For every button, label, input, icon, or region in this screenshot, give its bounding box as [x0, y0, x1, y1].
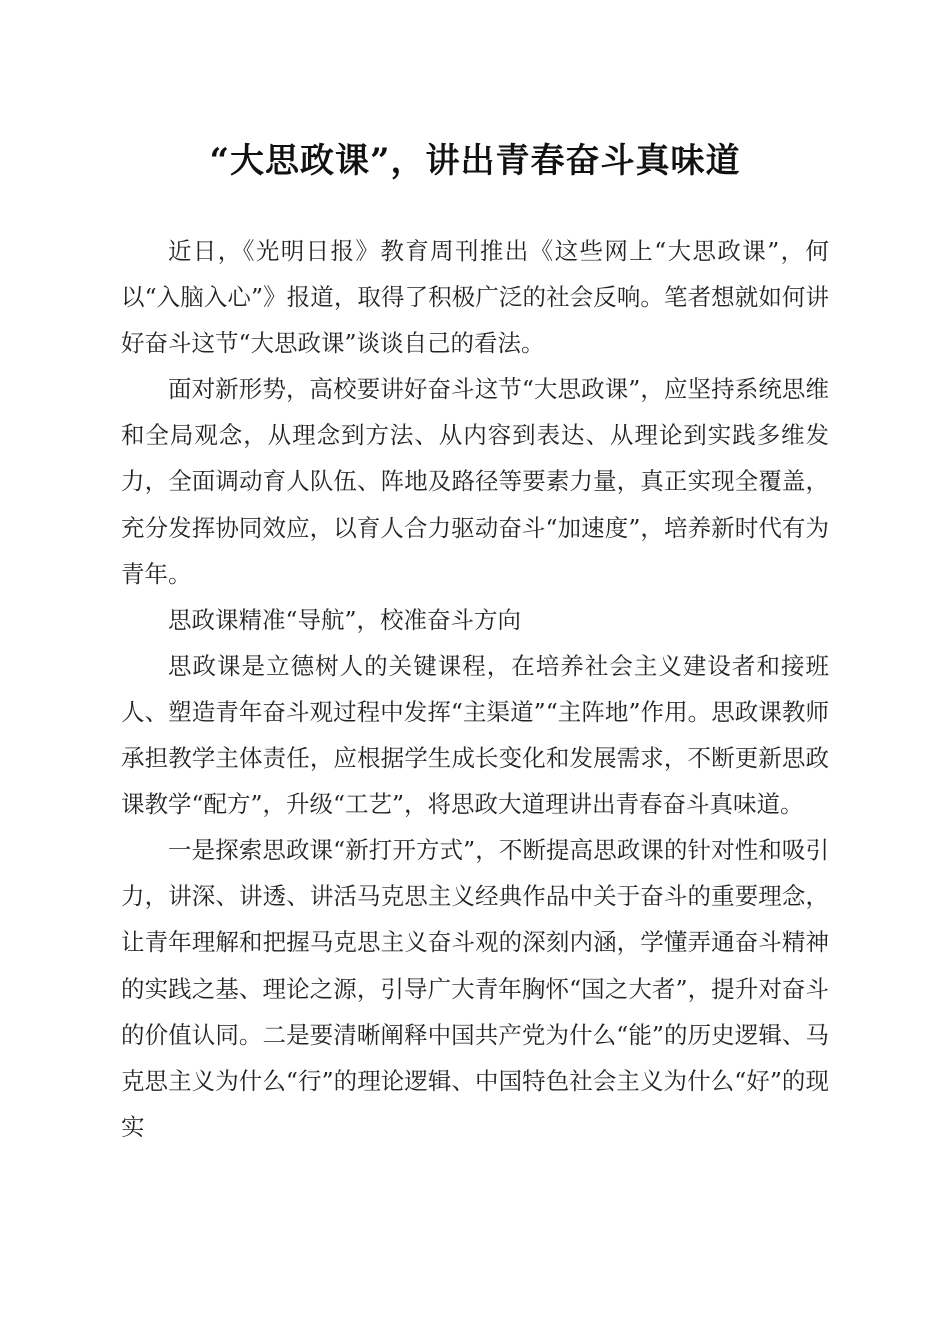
paragraph-new-situation: 面对新形势，高校要讲好奋斗这节“大思政课”，应坚持系统思维和全局观念，从理念到方法、从内容到表达、从理论到实践多维发力，全面调动育人队伍、阵地及路径等要素力量，真正实现全覆盖，充分发挥协同效应，以育人合力驱动奋斗“加速度”，培养新时代有为青年。: [121, 375, 829, 588]
paragraph-intro: 近日，《光明日报》教育周刊推出《这些网上“大思政课”，何以“入脑入心”》报道，取得了积极广泛的社会反响。笔者想就如何讲好奋斗这节“大思政课”谈谈自己的看法。: [121, 237, 829, 358]
section-heading-navigation: 思政课精准“导航”，校准奋斗方向: [168, 605, 522, 634]
paragraph-first-point: 一是探索思政课“新打开方式”，不断提高思政课的针对性和吸引力，讲深、讲透、讲活马克思主义经典作品中关于奋斗的重要理念，让青年理解和把握马克思主义奋斗观的深刻内涵，学懂弄通奋斗精神的实践之基、理论之源，引导广大青年胸怀“国之大者”，提升对奋斗的价值认同。二是要清晰阐释中国共产党为什么“能”的历史逻辑、马克思主义为什么“行”的理论逻辑、中国特色社会主义为什么“好”的现实: [121, 836, 829, 1141]
paragraph-key-course: 思政课是立德树人的关键课程，在培养社会主义建设者和接班人、塑造青年奋斗观过程中发挥“主渠道”“主阵地”作用。思政课教师承担教学主体责任，应根据学生成长变化和发展需求，不断更新思政课教学“配方”，升级“工艺”，将思政大道理讲出青春奋斗真味道。: [121, 651, 829, 819]
document-body: [121, 228, 829, 1150]
document-title: “大思政课”，讲出青春奋斗真味道: [209, 141, 741, 181]
